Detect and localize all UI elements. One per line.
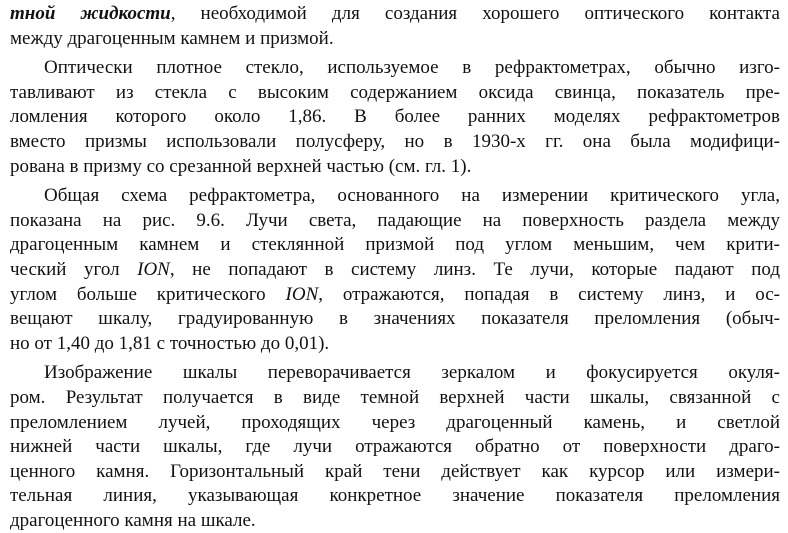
text-line [10, 484, 780, 509]
text-segment: ценного камня. Горизонтальный край тени действует как курсор или измери- [10, 460, 780, 482]
text-segment: ром. Результат получается в виде темной верхней части шкалы, связанной с [10, 386, 780, 408]
text-line [10, 105, 780, 130]
text-segment: нижней части шкалы, где лучи отражаются обратно от поверхности драго- [10, 436, 780, 458]
text-line [10, 209, 780, 234]
paragraph [10, 2, 780, 51]
text-segment: , отражаются, попадая в систему линз, и ос- [318, 283, 780, 305]
text-segment: ломления которого около 1,86. В более ранних моделях рефрактометров [10, 106, 780, 128]
text-segment: ческий угол [10, 258, 138, 280]
paragraph [10, 361, 780, 533]
text-segment: Оптически плотное стекло, используемое в рефрактометрах, обычно изго- [44, 57, 780, 79]
text-segment: между драгоценным камнем и призмой. [10, 27, 334, 49]
text-segment: но от 1,40 до 1,81 с точностью до 0,01). [10, 332, 330, 354]
text-line [10, 509, 780, 533]
text-line [10, 386, 780, 411]
text-line [10, 283, 780, 308]
text-line [10, 307, 780, 332]
text-body [10, 2, 780, 533]
text-line [10, 27, 780, 52]
italic-term: ION [285, 283, 319, 305]
paragraph [10, 56, 780, 179]
text-segment: драгоценного камня на шкале. [10, 509, 256, 531]
text-line [10, 81, 780, 106]
text-line [10, 411, 780, 436]
text-segment: Общая схема рефрактометра, основанного на измерении критического угла, [44, 185, 780, 207]
text-line [10, 56, 780, 81]
text-line [10, 361, 780, 386]
text-segment: , необходимой для создания хорошего оптического контакта [170, 3, 780, 24]
text-line [10, 332, 780, 357]
text-line [10, 2, 780, 27]
text-line [10, 460, 780, 485]
italic-term: ION [137, 258, 170, 280]
text-line [10, 258, 780, 283]
text-line [10, 435, 780, 460]
text-segment: показана на рис. 9.6. Лучи света, падающие на поверхность раздела между [10, 209, 780, 231]
text-line [10, 155, 780, 180]
text-segment: рована в призму со срезанной верхней частью (см. гл. 1). [10, 155, 472, 177]
text-segment: преломлением лучей, проходящих через драгоценный камень, и светлой [10, 411, 780, 433]
text-segment: Изображение шкалы переворачивается зеркалом и фокусируется окуля- [44, 362, 780, 384]
text-line [10, 184, 780, 209]
text-segment: , не попадают в систему линз. Те лучи, которые падают под [169, 258, 780, 280]
paragraph [10, 184, 780, 356]
text-segment: вещают шкалу, градуированную в значениях показателя преломления (обыч- [10, 308, 780, 330]
text-segment: драгоценным камнем и стеклянной призмой под углом меньшим, чем крити- [10, 234, 780, 256]
text-segment: тельная линия, указывающая конкретное значение показателя преломления [10, 485, 780, 507]
text-segment: углом больше критического [10, 283, 286, 305]
bold-italic-term: тной жидкости [10, 3, 171, 24]
text-segment: вместо призмы использовали полусферу, но в 1930-х гг. она была модифици- [10, 130, 780, 152]
text-segment: тавливают из стекла с высоким содержанием оксида свинца, показатель пре- [10, 81, 780, 103]
text-line [10, 130, 780, 155]
text-line [10, 233, 780, 258]
